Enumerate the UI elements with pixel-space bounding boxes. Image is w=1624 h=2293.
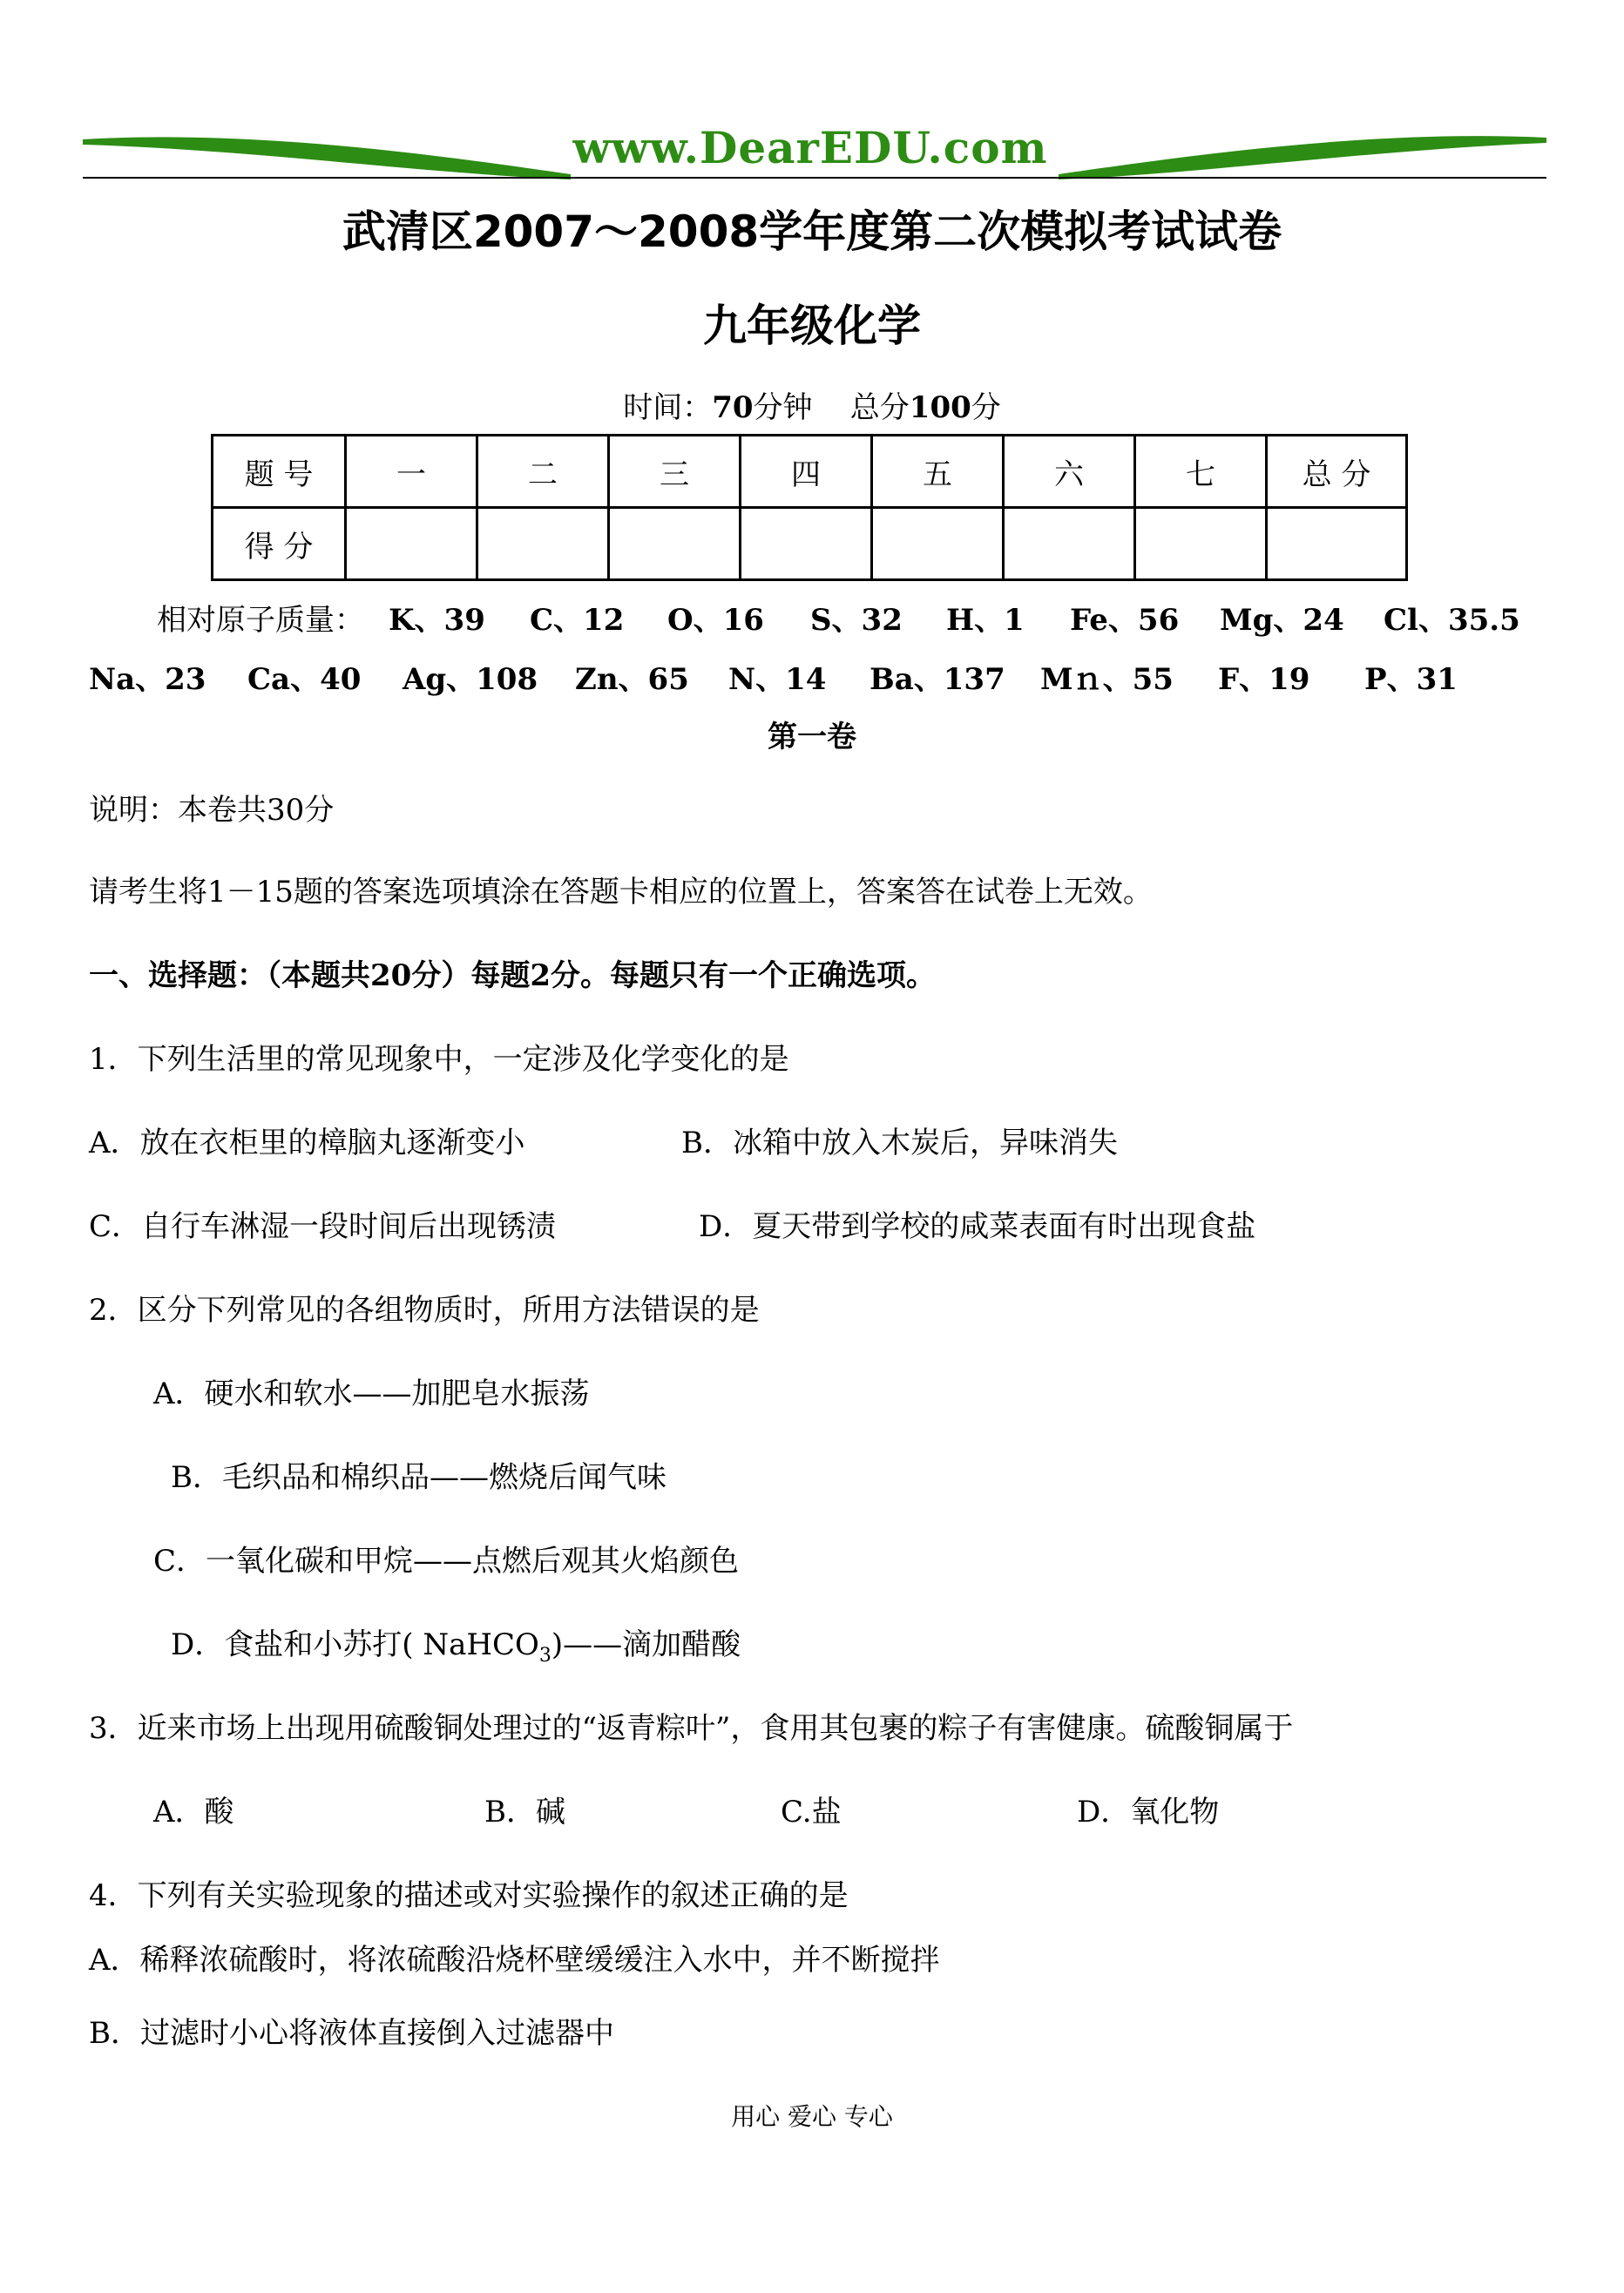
score-cell[interactable] [1267,508,1407,580]
score-cell[interactable] [346,508,477,580]
score-header-cell: 四 [741,436,872,508]
header-rule [83,177,1546,179]
question-1-option-a[interactable]: A．放在衣柜里的樟脑丸逐渐变小 [89,1126,525,1160]
subscript: 3 [538,1644,551,1667]
score-header-cell: 三 [609,436,741,508]
total-unit: 分 [971,390,1001,425]
atomic-mass-item: Fe、56 [1070,603,1180,638]
atomic-mass-item: H、1 [946,603,1025,638]
question-2-option-c[interactable]: C．一氧化碳和甲烷——点燃后观其火焰颜色 [153,1544,740,1579]
score-cell[interactable] [741,508,872,580]
score-cell[interactable] [1004,508,1135,580]
question-4-stem: 4．下列有关实验现象的描述或对实验操作的叙述正确的是 [89,1878,849,1913]
atomic-mass-label: 相对原子质量： [157,603,364,638]
atomic-mass-item: S、32 [810,603,903,638]
atomic-mass-item: Ca、40 [247,662,362,697]
question-1-stem: 1．下列生活里的常见现象中，一定涉及化学变化的是 [89,1042,789,1077]
score-header-cell: 六 [1004,436,1135,508]
instruction: 请考生将1－15题的答案选项填涂在答题卡相应的位置上，答案答在试卷上无效。 [89,875,1153,910]
score-value-row [213,508,1407,580]
atomic-mass-item: O、16 [667,603,764,638]
atomic-mass-item: Na、23 [89,662,206,697]
atomic-mass-item: Zn、65 [575,662,689,697]
atomic-mass-item: Ag、108 [403,662,538,697]
score-header-cell: 一 [346,436,477,508]
total-label: 总分 [849,390,910,425]
question-2-option-d-text: D．食盐和小苏打( NaHCO [171,1627,539,1662]
question-3-option-a[interactable]: A．酸 [153,1795,234,1830]
question-1-option-c[interactable]: C．自行车淋湿一段时间后出现锈渍 [89,1209,557,1244]
atomic-mass-item: N、14 [728,662,827,697]
volume-title: 第一卷 [768,720,856,754]
score-header-row [213,436,1407,508]
question-2-option-b[interactable]: B．毛织品和棉织品——燃烧后闻气味 [171,1460,667,1495]
question-1-option-d[interactable]: D．夏天带到学校的咸菜表面有时出现食盐 [699,1209,1256,1244]
question-1-option-b[interactable]: B．冰箱中放入木炭后，异味消失 [681,1126,1118,1160]
score-cell[interactable] [477,508,609,580]
page-footer: 用心 爱心 专心 [731,2102,893,2131]
section-1-title: 一、选择题：（本题共20分）每题2分。每题只有一个正确选项。 [89,958,936,993]
atomic-mass-item: P、31 [1364,662,1458,697]
atomic-mass-item: Cl、35.5 [1384,603,1520,638]
score-table [211,434,1408,581]
atomic-mass-row-1 [0,596,1624,638]
question-3-option-c[interactable]: C.盐 [781,1795,842,1830]
question-2-option-d[interactable] [171,1620,741,1667]
atomic-mass-item: Ba、137 [870,662,1005,697]
score-header-cell: 二 [477,436,609,508]
score-header-cell: 总 分 [1267,436,1407,508]
question-4-option-a[interactable]: A．稀释浓硫酸时，将浓硫酸沿烧杯壁缓缓注入水中，并不断搅拌 [89,1943,940,1978]
exam-title: 武清区2007～2008学年度第二次模拟考试试卷 [342,206,1282,257]
time-label: 时间： [623,390,713,425]
question-2-option-a[interactable]: A．硬水和软水——加肥皂水振荡 [153,1376,590,1411]
score-header-cell: 五 [872,436,1004,508]
question-3-option-d[interactable]: D．氧化物 [1077,1795,1220,1830]
atomic-mass-item: C、12 [530,603,625,638]
score-row-label: 得 分 [213,508,346,580]
score-header-cell: 题 号 [213,436,346,508]
time-value: 70 [712,390,754,425]
question-3-stem: 3．近来市场上出现用硫酸铜处理过的“返青粽叶”，食用其包裹的粽子有害健康。硫酸铜属于 [89,1711,1294,1746]
question-2-option-d-text-2: )——滴加醋酸 [551,1627,741,1662]
question-4-option-b[interactable]: B．过滤时小心将液体直接倒入过滤器中 [89,2016,614,2051]
site-logo[interactable]: www.DearEDU.com [572,122,1048,173]
score-cell[interactable] [872,508,1004,580]
score-header-cell: 七 [1135,436,1267,508]
atomic-mass-item: Mｎ、55 [1040,662,1174,697]
question-3-option-b[interactable]: B．碱 [484,1795,565,1830]
atomic-mass-item: K、39 [389,603,485,638]
exam-subtitle: 九年级化学 [703,301,921,351]
atomic-mass-row-2 [0,655,1624,697]
exam-info [0,383,1624,426]
atomic-mass-item: Mg、24 [1220,603,1344,638]
volume-note: 说明：本卷共30分 [89,793,335,828]
score-cell[interactable] [609,508,741,580]
time-unit: 分钟 [753,390,813,425]
atomic-mass-item: F、19 [1218,662,1310,697]
total-value: 100 [909,390,971,425]
question-2-stem: 2．区分下列常见的各组物质时，所用方法错误的是 [89,1293,760,1328]
score-cell[interactable] [1135,508,1267,580]
